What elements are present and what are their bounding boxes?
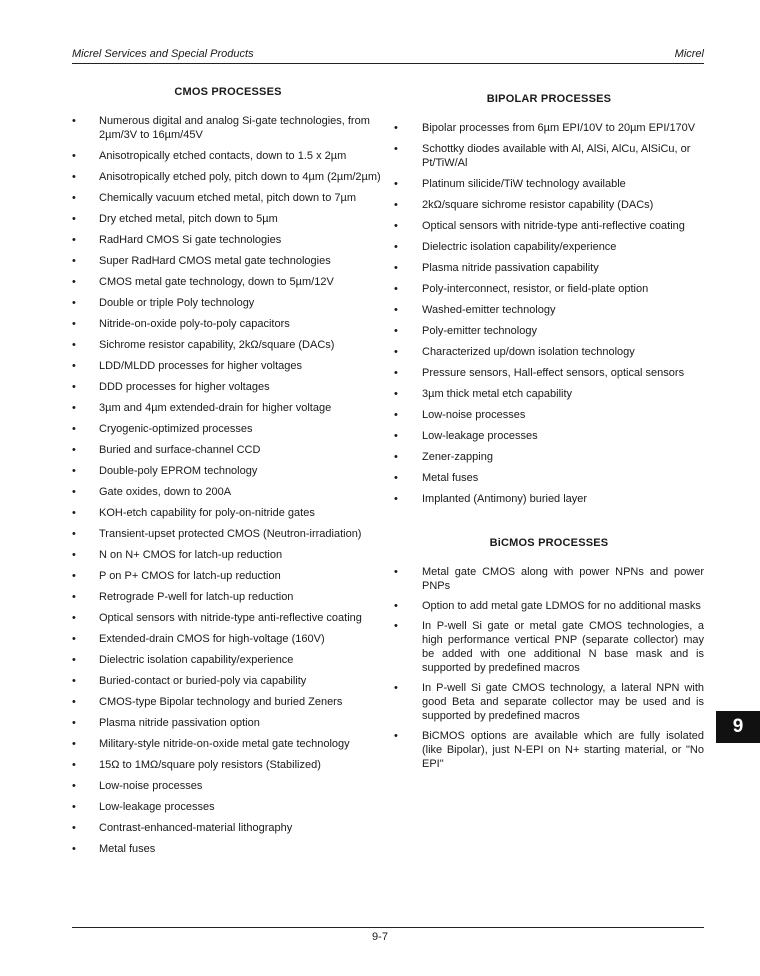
bipolar-section-title: BIPOLAR PROCESSES — [486, 93, 612, 105]
list-item: • Dielectric isolation capability/experience — [72, 653, 384, 667]
list-item: • In P-well Si gate or metal gate CMOS technologies, a high performance vertical PNP (separate collector) may be added with one additional N base mask and is supported by predefined macros — [394, 619, 704, 675]
list-item: • Buried and surface-channel CCD — [72, 443, 384, 457]
list-item: • Nitride-on-oxide poly-to-poly capacitors — [72, 317, 384, 331]
list-item: • Metal gate CMOS along with power NPNs and power PNPs — [394, 565, 704, 593]
list-item: • Cryogenic-optimized processes — [72, 422, 384, 436]
list-item: • Buried-contact or buried-poly via capability — [72, 674, 384, 688]
list-item: • Contrast-enhanced-material lithography — [72, 821, 384, 835]
list-item: • 3µm and 4µm extended-drain for higher voltage — [72, 401, 384, 415]
list-item: • Optical sensors with nitride-type anti-reflective coating — [394, 219, 704, 233]
list-item: • 2kΩ/square sichrome resistor capability (DACs) — [394, 198, 704, 212]
list-item: • Poly-emitter technology — [394, 324, 704, 338]
list-item: • Metal fuses — [394, 471, 704, 485]
list-item: • Anisotropically etched contacts, down to 1.5 x 2µm — [72, 149, 384, 163]
list-item: • Low-noise processes — [72, 779, 384, 793]
list-item: • Dielectric isolation capability/experience — [394, 240, 704, 254]
list-item: • KOH-etch capability for poly-on-nitride gates — [72, 506, 384, 520]
section-tab: 9 — [716, 711, 760, 743]
list-item: • 3µm thick metal etch capability — [394, 387, 704, 401]
list-item: • Retrograde P-well for latch-up reduction — [72, 590, 384, 604]
list-item: • BiCMOS options are available which are fully isolated (like Bipolar), just N-EPI on N+ starting material, or "No EPI" — [394, 729, 704, 771]
list-item: • 15Ω to 1MΩ/square poly resistors (Stabilized) — [72, 758, 384, 772]
list-item: • Implanted (Antimony) buried layer — [394, 492, 704, 506]
list-item: • Zener-zapping — [394, 450, 704, 464]
footer-rule — [72, 927, 704, 928]
list-item: • Low-leakage processes — [394, 429, 704, 443]
list-item: • Metal fuses — [72, 842, 384, 856]
list-item: • LDD/MLDD processes for higher voltages — [72, 359, 384, 373]
list-item: • Gate oxides, down to 200A — [72, 485, 384, 499]
bipolar-list — [394, 121, 704, 506]
page-number: 9-7 — [372, 931, 388, 943]
list-item: • Anisotropically etched poly, pitch down to 4µm (2µm/2µm) — [72, 170, 384, 184]
list-item: • Sichrome resistor capability, 2kΩ/square (DACs) — [72, 338, 384, 352]
list-item: • Plasma nitride passivation capability — [394, 261, 704, 275]
list-item: • Double or triple Poly technology — [72, 296, 384, 310]
bicmos-list — [394, 565, 704, 771]
list-item: • Extended-drain CMOS for high-voltage (160V) — [72, 632, 384, 646]
list-item: • Low-leakage processes — [72, 800, 384, 814]
list-item: • Numerous digital and analog Si-gate technologies, from 2µm/3V to 16µm/45V — [72, 114, 384, 142]
list-item: • Schottky diodes available with Al, AlSi, AlCu, AlSiCu, or Pt/TiW/Al — [394, 142, 704, 170]
header-left-title: Micrel Services and Special Products — [72, 48, 254, 60]
list-item: • Dry etched metal, pitch down to 5µm — [72, 212, 384, 226]
list-item: • P on P+ CMOS for latch-up reduction — [72, 569, 384, 583]
list-item: • CMOS-type Bipolar technology and buried Zeners — [72, 695, 384, 709]
list-item: • Super RadHard CMOS metal gate technologies — [72, 254, 384, 268]
list-item: • Transient-upset protected CMOS (Neutron-irradiation) — [72, 527, 384, 541]
list-item: • N on N+ CMOS for latch-up reduction — [72, 548, 384, 562]
cmos-column — [72, 85, 384, 863]
list-item: • Platinum silicide/TiW technology available — [394, 177, 704, 191]
bipolar-bicmos-column — [394, 92, 704, 777]
list-item: • Double-poly EPROM technology — [72, 464, 384, 478]
list-item: • Option to add metal gate LDMOS for no additional masks — [394, 599, 704, 613]
list-item: • Pressure sensors, Hall-effect sensors, optical sensors — [394, 366, 704, 380]
list-item: • DDD processes for higher voltages — [72, 380, 384, 394]
bicmos-section-title: BiCMOS PROCESSES — [489, 537, 609, 549]
list-item: • Low-noise processes — [394, 408, 704, 422]
list-item: • Military-style nitride-on-oxide metal gate technology — [72, 737, 384, 751]
cmos-list — [72, 114, 384, 856]
list-item: • In P-well Si gate CMOS technology, a lateral NPN with good Beta and separate collector may be used and is supported by predefined macros — [394, 681, 704, 723]
list-item: • Plasma nitride passivation option — [72, 716, 384, 730]
header-right-title: Micrel — [674, 48, 704, 60]
list-item: • Washed-emitter technology — [394, 303, 704, 317]
list-item: • CMOS metal gate technology, down to 5µm/12V — [72, 275, 384, 289]
cmos-section-title: CMOS PROCESSES — [174, 86, 282, 98]
header-rule — [72, 63, 704, 64]
list-item: • RadHard CMOS Si gate technologies — [72, 233, 384, 247]
page-header — [72, 48, 704, 64]
list-item: • Chemically vacuum etched metal, pitch down to 7µm — [72, 191, 384, 205]
list-item: • Poly-interconnect, resistor, or field-plate option — [394, 282, 704, 296]
list-item: • Characterized up/down isolation technology — [394, 345, 704, 359]
list-item: • Bipolar processes from 6µm EPI/10V to 20µm EPI/170V — [394, 121, 704, 135]
list-item: • Optical sensors with nitride-type anti-reflective coating — [72, 611, 384, 625]
